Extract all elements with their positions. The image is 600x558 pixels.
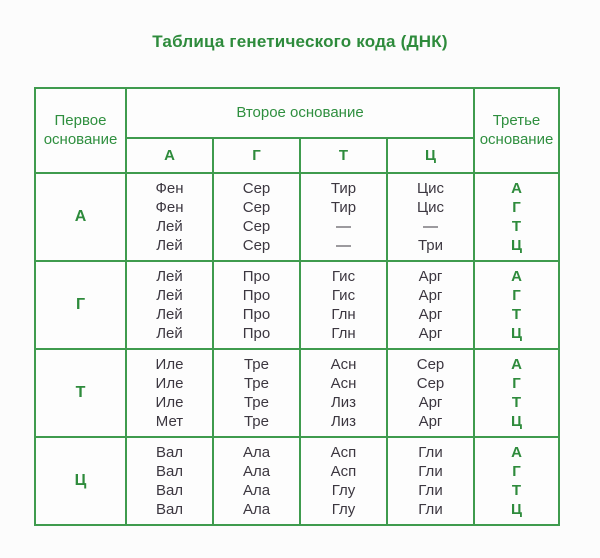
amino-acid: Арг (418, 268, 443, 285)
third-base-cell (474, 261, 559, 349)
amino-acid: Асп (330, 463, 357, 480)
amino-acid: Глн (331, 325, 356, 342)
amino-acid: Фен (155, 180, 184, 197)
amino-cell (300, 437, 387, 525)
amino-acid: Глу (331, 482, 356, 499)
header-third-base: Третье основание (474, 88, 559, 173)
amino-cell (126, 349, 213, 437)
amino-cell (213, 437, 300, 525)
amino-acid: Глу (331, 501, 356, 518)
first-base-cell: А (35, 173, 126, 261)
third-base-letter: Т (511, 218, 522, 235)
header-second-base: Второе основание (126, 88, 474, 138)
amino-acid: Тре (243, 413, 269, 430)
amino-cell (126, 437, 213, 525)
third-base-letter: А (511, 268, 522, 285)
amino-acid: Арг (418, 394, 443, 411)
amino-acid: Лей (156, 268, 183, 285)
amino-acid: Тре (243, 394, 269, 411)
third-base-letter: А (511, 444, 522, 461)
amino-acid: Про (242, 325, 271, 342)
amino-acid: Гли (418, 501, 443, 518)
amino-acid: Вал (155, 463, 184, 480)
third-base-letter: Г (512, 375, 521, 392)
amino-acid: Вал (155, 501, 184, 518)
third-base-cell (474, 173, 559, 261)
table-row-block-g (35, 261, 559, 349)
amino-acid: Ала (242, 482, 271, 499)
amino-cell (387, 437, 474, 525)
amino-acid: Три (417, 237, 444, 254)
amino-acid: Лей (156, 287, 183, 304)
amino-acid: Арг (418, 287, 443, 304)
amino-acid: Мет (155, 413, 184, 430)
table-row-block-c (35, 437, 559, 525)
amino-acid: Иле (155, 375, 184, 392)
amino-cell (126, 261, 213, 349)
amino-acid: Фен (155, 199, 184, 216)
amino-acid: Гис (331, 268, 356, 285)
first-base-cell: Ц (35, 437, 126, 525)
amino-acid: Ала (242, 444, 271, 461)
amino-acid: Лей (156, 237, 183, 254)
third-base-cell (474, 349, 559, 437)
third-base-letter: Г (512, 287, 521, 304)
stop-codon-dash: — (423, 218, 438, 235)
amino-acid: Лей (156, 306, 183, 323)
amino-cell (300, 173, 387, 261)
third-base-letter: Ц (511, 237, 522, 254)
second-base-letter-a: А (126, 138, 213, 173)
amino-cell (387, 349, 474, 437)
amino-cell (213, 173, 300, 261)
table-row-block-t (35, 349, 559, 437)
amino-acid: Гис (331, 287, 356, 304)
amino-acid: Лей (156, 218, 183, 235)
third-base-letter: Т (511, 306, 522, 323)
amino-acid: Вал (155, 444, 184, 461)
amino-acid: Про (242, 306, 271, 323)
amino-acid: Лиз (330, 394, 357, 411)
third-base-cell (474, 437, 559, 525)
amino-acid: Асн (330, 375, 357, 392)
header-first-base: Первое основание (35, 88, 126, 173)
amino-acid: Асп (330, 444, 357, 461)
third-base-letter: Ц (511, 501, 522, 518)
amino-acid: Тре (243, 356, 269, 373)
third-base-letter: Т (511, 482, 522, 499)
third-base-letter: Ц (511, 325, 522, 342)
amino-acid: Лиз (330, 413, 357, 430)
amino-acid: Цис (417, 199, 444, 216)
first-base-cell: Г (35, 261, 126, 349)
amino-acid: Цис (417, 180, 444, 197)
second-base-letter-g: Г (213, 138, 300, 173)
amino-cell (126, 173, 213, 261)
third-base-letter: Г (512, 463, 521, 480)
amino-acid: Глн (331, 306, 356, 323)
table-row-block-a (35, 173, 559, 261)
amino-acid: Про (242, 287, 271, 304)
stop-codon-dash: — (336, 218, 351, 235)
amino-acid: Сер (242, 218, 271, 235)
amino-cell (213, 349, 300, 437)
header-row (35, 88, 559, 138)
second-base-letter-c: Ц (387, 138, 474, 173)
third-base-letter: Т (511, 394, 522, 411)
amino-acid: Сер (242, 237, 271, 254)
amino-acid: Арг (418, 413, 443, 430)
amino-acid: Ала (242, 501, 271, 518)
amino-acid: Тир (330, 180, 357, 197)
third-base-letter: Ц (511, 413, 522, 430)
amino-acid: Вал (155, 482, 184, 499)
amino-cell (300, 349, 387, 437)
genetic-code-table (34, 87, 560, 526)
stop-codon-dash: — (336, 237, 351, 254)
amino-acid: Гли (418, 482, 443, 499)
amino-acid: Сер (242, 180, 271, 197)
amino-acid: Иле (155, 356, 184, 373)
amino-acid: Ала (242, 463, 271, 480)
third-base-letter: А (511, 180, 522, 197)
amino-acid: Про (242, 268, 271, 285)
amino-cell (387, 261, 474, 349)
amino-acid: Гли (418, 444, 443, 461)
amino-cell (300, 261, 387, 349)
amino-acid: Иле (155, 394, 184, 411)
amino-cell (213, 261, 300, 349)
third-base-letter: А (511, 356, 522, 373)
amino-acid: Асн (330, 356, 357, 373)
amino-acid: Арг (418, 325, 443, 342)
amino-acid: Сер (416, 375, 445, 392)
second-base-letter-t: Т (300, 138, 387, 173)
first-base-cell: Т (35, 349, 126, 437)
amino-acid: Тре (243, 375, 269, 392)
page-title: Таблица генетического кода (ДНК) (152, 32, 448, 51)
amino-acid: Сер (242, 199, 271, 216)
amino-acid: Лей (156, 325, 183, 342)
amino-acid: Арг (418, 306, 443, 323)
amino-acid: Тир (330, 199, 357, 216)
third-base-letter: Г (512, 199, 521, 216)
amino-acid: Сер (416, 356, 445, 373)
amino-cell (387, 173, 474, 261)
amino-acid: Гли (418, 463, 443, 480)
